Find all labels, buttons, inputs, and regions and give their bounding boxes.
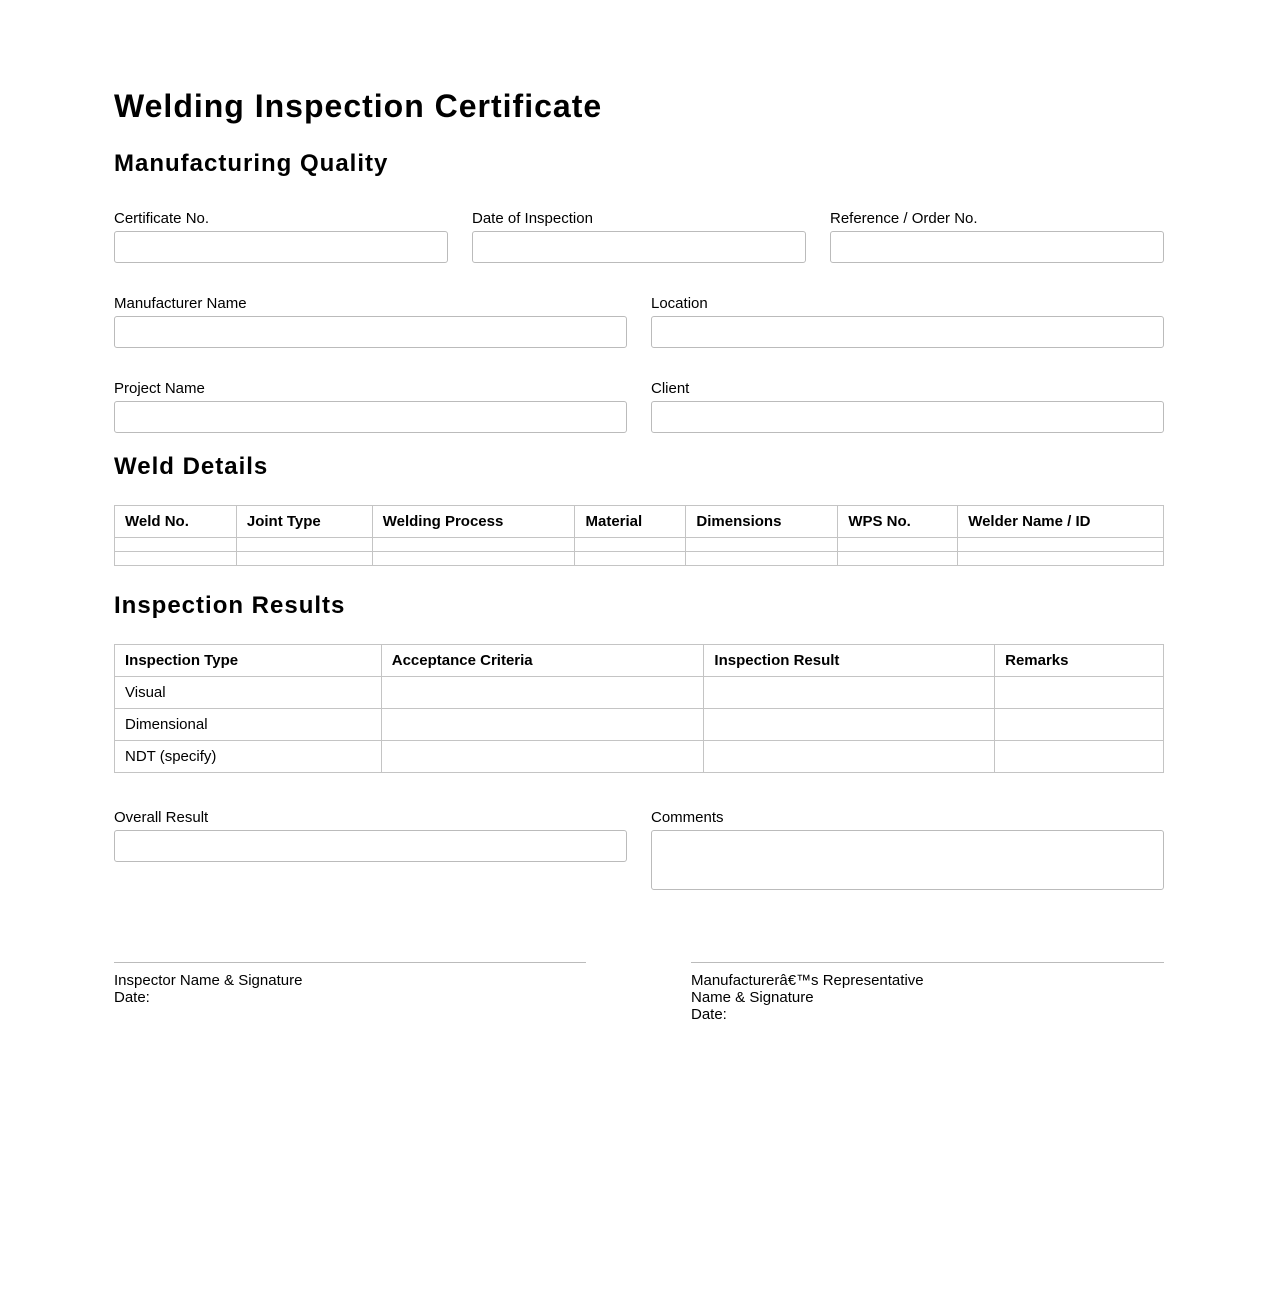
table-cell[interactable]	[115, 552, 237, 566]
table-header-row	[115, 645, 1164, 677]
table-cell[interactable]	[381, 741, 704, 773]
table-cell[interactable]	[704, 741, 995, 773]
reference-order-no-input[interactable]	[830, 231, 1164, 263]
table-row	[115, 741, 1164, 773]
column-header: Inspection Type	[115, 645, 382, 677]
inspection-results-table	[114, 644, 1164, 773]
project-name-label: Project Name	[114, 380, 205, 397]
inspector-signature-line	[114, 962, 586, 963]
inspection-type-cell: Dimensional	[115, 709, 382, 741]
table-row	[115, 552, 1164, 566]
table-cell[interactable]	[372, 538, 575, 552]
page-title: Welding Inspection Certificate	[114, 88, 603, 124]
column-header: Material	[575, 506, 686, 538]
certificate-no-input[interactable]	[114, 231, 448, 263]
manufacturer-date-label: Date:	[691, 1006, 727, 1023]
table-row	[115, 709, 1164, 741]
table-cell[interactable]	[686, 538, 838, 552]
weld-details-heading: Weld Details	[114, 453, 269, 480]
table-cell[interactable]	[686, 552, 838, 566]
column-header: Remarks	[995, 645, 1164, 677]
manufacturer-signature-label: Name & Signature	[691, 989, 814, 1006]
table-cell[interactable]	[958, 552, 1164, 566]
comments-label: Comments	[651, 809, 724, 826]
manufacturer-name-label: Manufacturer Name	[114, 295, 247, 312]
table-cell[interactable]	[704, 709, 995, 741]
overall-result-input[interactable]	[114, 830, 627, 862]
inspector-signature-block	[114, 972, 302, 1006]
column-header: WPS No.	[838, 506, 958, 538]
project-name-input[interactable]	[114, 401, 627, 433]
table-cell[interactable]	[236, 538, 372, 552]
manufacturer-signature-line	[691, 962, 1164, 963]
table-cell[interactable]	[575, 538, 686, 552]
table-header-row	[115, 506, 1164, 538]
table-cell[interactable]	[381, 677, 704, 709]
certificate-no-label: Certificate No.	[114, 210, 210, 227]
table-cell[interactable]	[995, 709, 1164, 741]
inspector-signature-label: Inspector Name & Signature	[114, 972, 303, 989]
column-header: Welder Name / ID	[958, 506, 1164, 538]
table-cell[interactable]	[958, 538, 1164, 552]
manufacturer-name-input[interactable]	[114, 316, 627, 348]
inspector-date-label: Date:	[114, 989, 150, 1006]
table-cell[interactable]	[995, 677, 1164, 709]
column-header: Inspection Result	[704, 645, 995, 677]
date-of-inspection-label: Date of Inspection	[472, 210, 593, 227]
table-cell[interactable]	[575, 552, 686, 566]
inspection-type-cell: Visual	[115, 677, 382, 709]
table-cell[interactable]	[838, 552, 958, 566]
table-cell[interactable]	[838, 538, 958, 552]
column-header: Acceptance Criteria	[381, 645, 704, 677]
table-cell[interactable]	[236, 552, 372, 566]
inspection-type-cell: NDT (specify)	[115, 741, 382, 773]
location-label: Location	[651, 295, 708, 312]
column-header: Dimensions	[686, 506, 838, 538]
table-cell[interactable]	[995, 741, 1164, 773]
column-header: Weld No.	[115, 506, 237, 538]
manufacturer-representative-label: Manufacturerâ€™s Representative	[691, 972, 924, 989]
client-input[interactable]	[651, 401, 1164, 433]
table-row	[115, 538, 1164, 552]
client-label: Client	[651, 380, 690, 397]
inspection-results-heading: Inspection Results	[114, 592, 346, 619]
date-of-inspection-input[interactable]	[472, 231, 806, 263]
table-cell[interactable]	[372, 552, 575, 566]
comments-textarea[interactable]	[651, 830, 1164, 890]
column-header: Welding Process	[372, 506, 575, 538]
column-header: Joint Type	[236, 506, 372, 538]
manufacturer-signature-block	[691, 972, 924, 1023]
table-cell[interactable]	[704, 677, 995, 709]
overall-result-label: Overall Result	[114, 809, 209, 826]
table-cell[interactable]	[115, 538, 237, 552]
reference-order-no-label: Reference / Order No.	[830, 210, 978, 227]
weld-details-table	[114, 505, 1164, 566]
location-input[interactable]	[651, 316, 1164, 348]
table-row	[115, 677, 1164, 709]
table-cell[interactable]	[381, 709, 704, 741]
page-subtitle: Manufacturing Quality	[114, 150, 389, 177]
